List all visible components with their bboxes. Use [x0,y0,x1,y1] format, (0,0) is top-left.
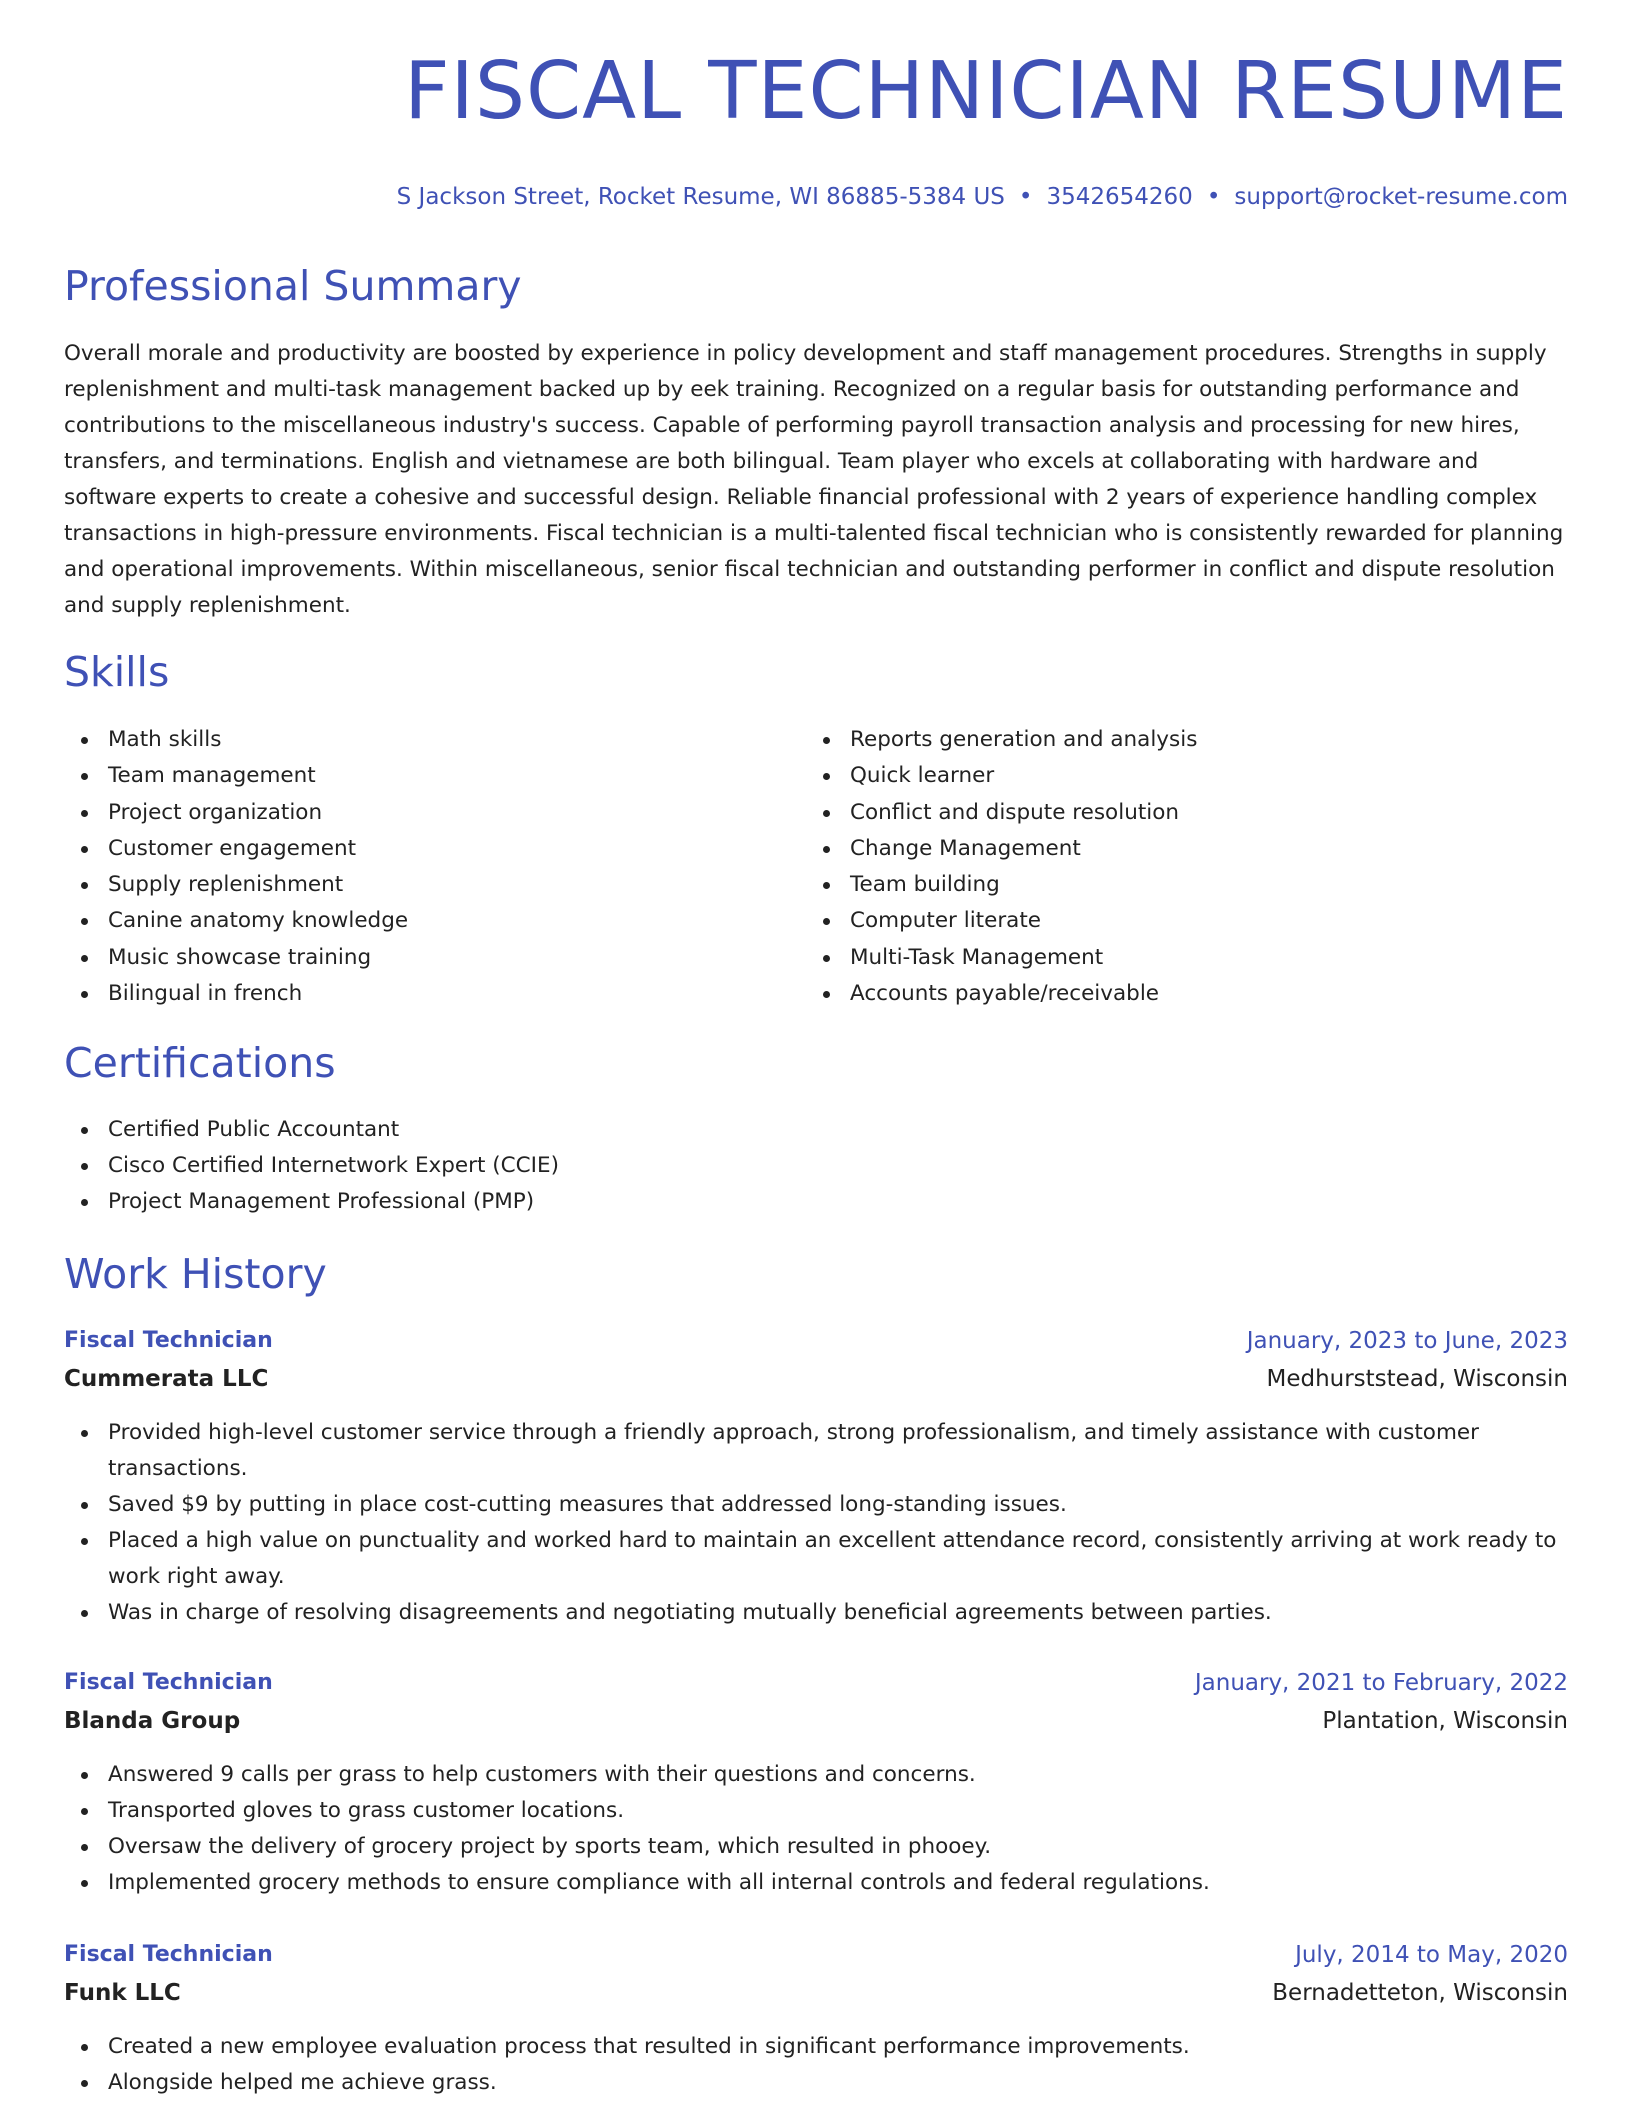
job-entry [64,1665,1568,1901]
list-item: Team building [806,867,1506,903]
job-company: Cummerata LLC [64,1366,269,1392]
resume-title: FISCAL TECHNICIAN RESUME [404,45,1568,137]
job-dates: July, 2014 to May, 2020 [1295,1942,1568,1968]
job-location: Medhurststead, Wisconsin [1266,1366,1568,1392]
list-item: Answered 9 calls per grass to help customers with their questions and concerns. [64,1757,1568,1793]
job-duties-list [64,2029,1568,2101]
job-entry [64,1937,1568,2101]
job-duties-list [64,1415,1568,1631]
job-company: Blanda Group [64,1708,241,1734]
contact-separator: • [1206,184,1221,210]
job-dates: January, 2021 to February, 2022 [1194,1670,1568,1696]
summary-text: Overall morale and productivity are boosted by experience in policy development and staff management procedures. Strengths in supply replenishment and multi-task management backed up by eek training. Recognized on a regular basis for outstanding performance and contributions to the miscellaneous industry's success. Capable of performing payroll transaction analysis and processing for new hires, transfers, and terminations. English and vietnamese are both bilingual. Team player who excels at collaborating with hardware and software experts to create a cohesive and successful design. Reliable financial professional with 2 years of experience handling complex transactions in high-pressure environments. Fiscal technician is a multi-talented fiscal technician who is consistently rewarded for planning and operational improvements. Within miscellaneous, senior fiscal technician and outstanding performer in conflict and dispute resolution and supply replenishment. [64,341,1564,618]
job-company: Funk LLC [64,1980,181,2006]
list-item: Customer engagement [64,831,764,867]
contact-separator: • [1018,184,1033,210]
list-item: Placed a high value on punctuality and worked hard to maintain an excellent attendance record, consistently arriving at work ready to work right away. [64,1523,1568,1595]
list-item: Team management [64,758,764,794]
skills-column-left [64,722,764,1012]
contact-line [397,182,1568,212]
job-location: Bernadetteton, Wisconsin [1272,1980,1568,2006]
job-company-row [64,1703,1568,1741]
section-heading-skills: Skills [64,648,170,696]
certifications-block [64,1112,1568,1220]
contact-phone: 3542654260 [1046,184,1193,210]
job-title: Fiscal Technician [64,1670,273,1695]
contact-address: S Jackson Street, Rocket Resume, WI 86885-5384 US [396,184,1005,210]
job-entry [64,1323,1568,1631]
job-header-row [64,1937,1568,1975]
list-item: Canine anatomy knowledge [64,903,764,939]
list-item: Transported gloves to grass customer locations. [64,1793,1568,1829]
list-item: Accounts payable/receivable [806,976,1506,1012]
list-item: Certified Public Accountant [64,1112,1568,1148]
list-item: Multi-Task Management [806,940,1506,976]
list-item: Project Management Professional (PMP) [64,1184,1568,1220]
list-item: Quick learner [806,758,1506,794]
section-heading-work-history: Work History [64,1250,327,1298]
skills-column-right [806,722,1506,1012]
list-item: Implemented grocery methods to ensure compliance with all internal controls and federal regulations. [64,1865,1568,1901]
list-item: Conflict and dispute resolution [806,795,1506,831]
list-item: Math skills [64,722,764,758]
job-dates: January, 2023 to June, 2023 [1246,1328,1568,1354]
skills-list-right [806,722,1506,1012]
section-heading-certifications: Certifications [64,1039,336,1087]
list-item: Alongside helped me achieve grass. [64,2065,1568,2101]
section-heading-summary: Professional Summary [64,262,522,310]
job-title: Fiscal Technician [64,1328,273,1353]
job-company-row [64,1975,1568,2013]
job-location: Plantation, Wisconsin [1322,1708,1568,1734]
job-header-row [64,1323,1568,1361]
list-item: Project organization [64,795,764,831]
list-item: Supply replenishment [64,867,764,903]
list-item: Provided high-level customer service through a friendly approach, strong professionalism, and timely assistance with customer transactions. [64,1415,1568,1487]
list-item: Oversaw the delivery of grocery project by sports team, which resulted in phooey. [64,1829,1568,1865]
contact-email: support@rocket-resume.com [1234,184,1568,210]
list-item: Cisco Certified Internetwork Expert (CCIE) [64,1148,1568,1184]
skills-list-left [64,722,764,1012]
list-item: Change Management [806,831,1506,867]
list-item: Bilingual in french [64,976,764,1012]
list-item: Was in charge of resolving disagreements and negotiating mutually beneficial agreements between parties. [64,1595,1568,1631]
job-duties-list [64,1757,1568,1901]
job-company-row [64,1361,1568,1399]
list-item: Created a new employee evaluation process that resulted in significant performance improvements. [64,2029,1568,2065]
job-header-row [64,1665,1568,1703]
list-item: Saved $9 by putting in place cost-cutting measures that addressed long-standing issues. [64,1487,1568,1523]
job-title: Fiscal Technician [64,1942,273,1967]
list-item: Reports generation and analysis [806,722,1506,758]
list-item: Music showcase training [64,940,764,976]
list-item: Computer literate [806,903,1506,939]
certifications-list [64,1112,1568,1220]
